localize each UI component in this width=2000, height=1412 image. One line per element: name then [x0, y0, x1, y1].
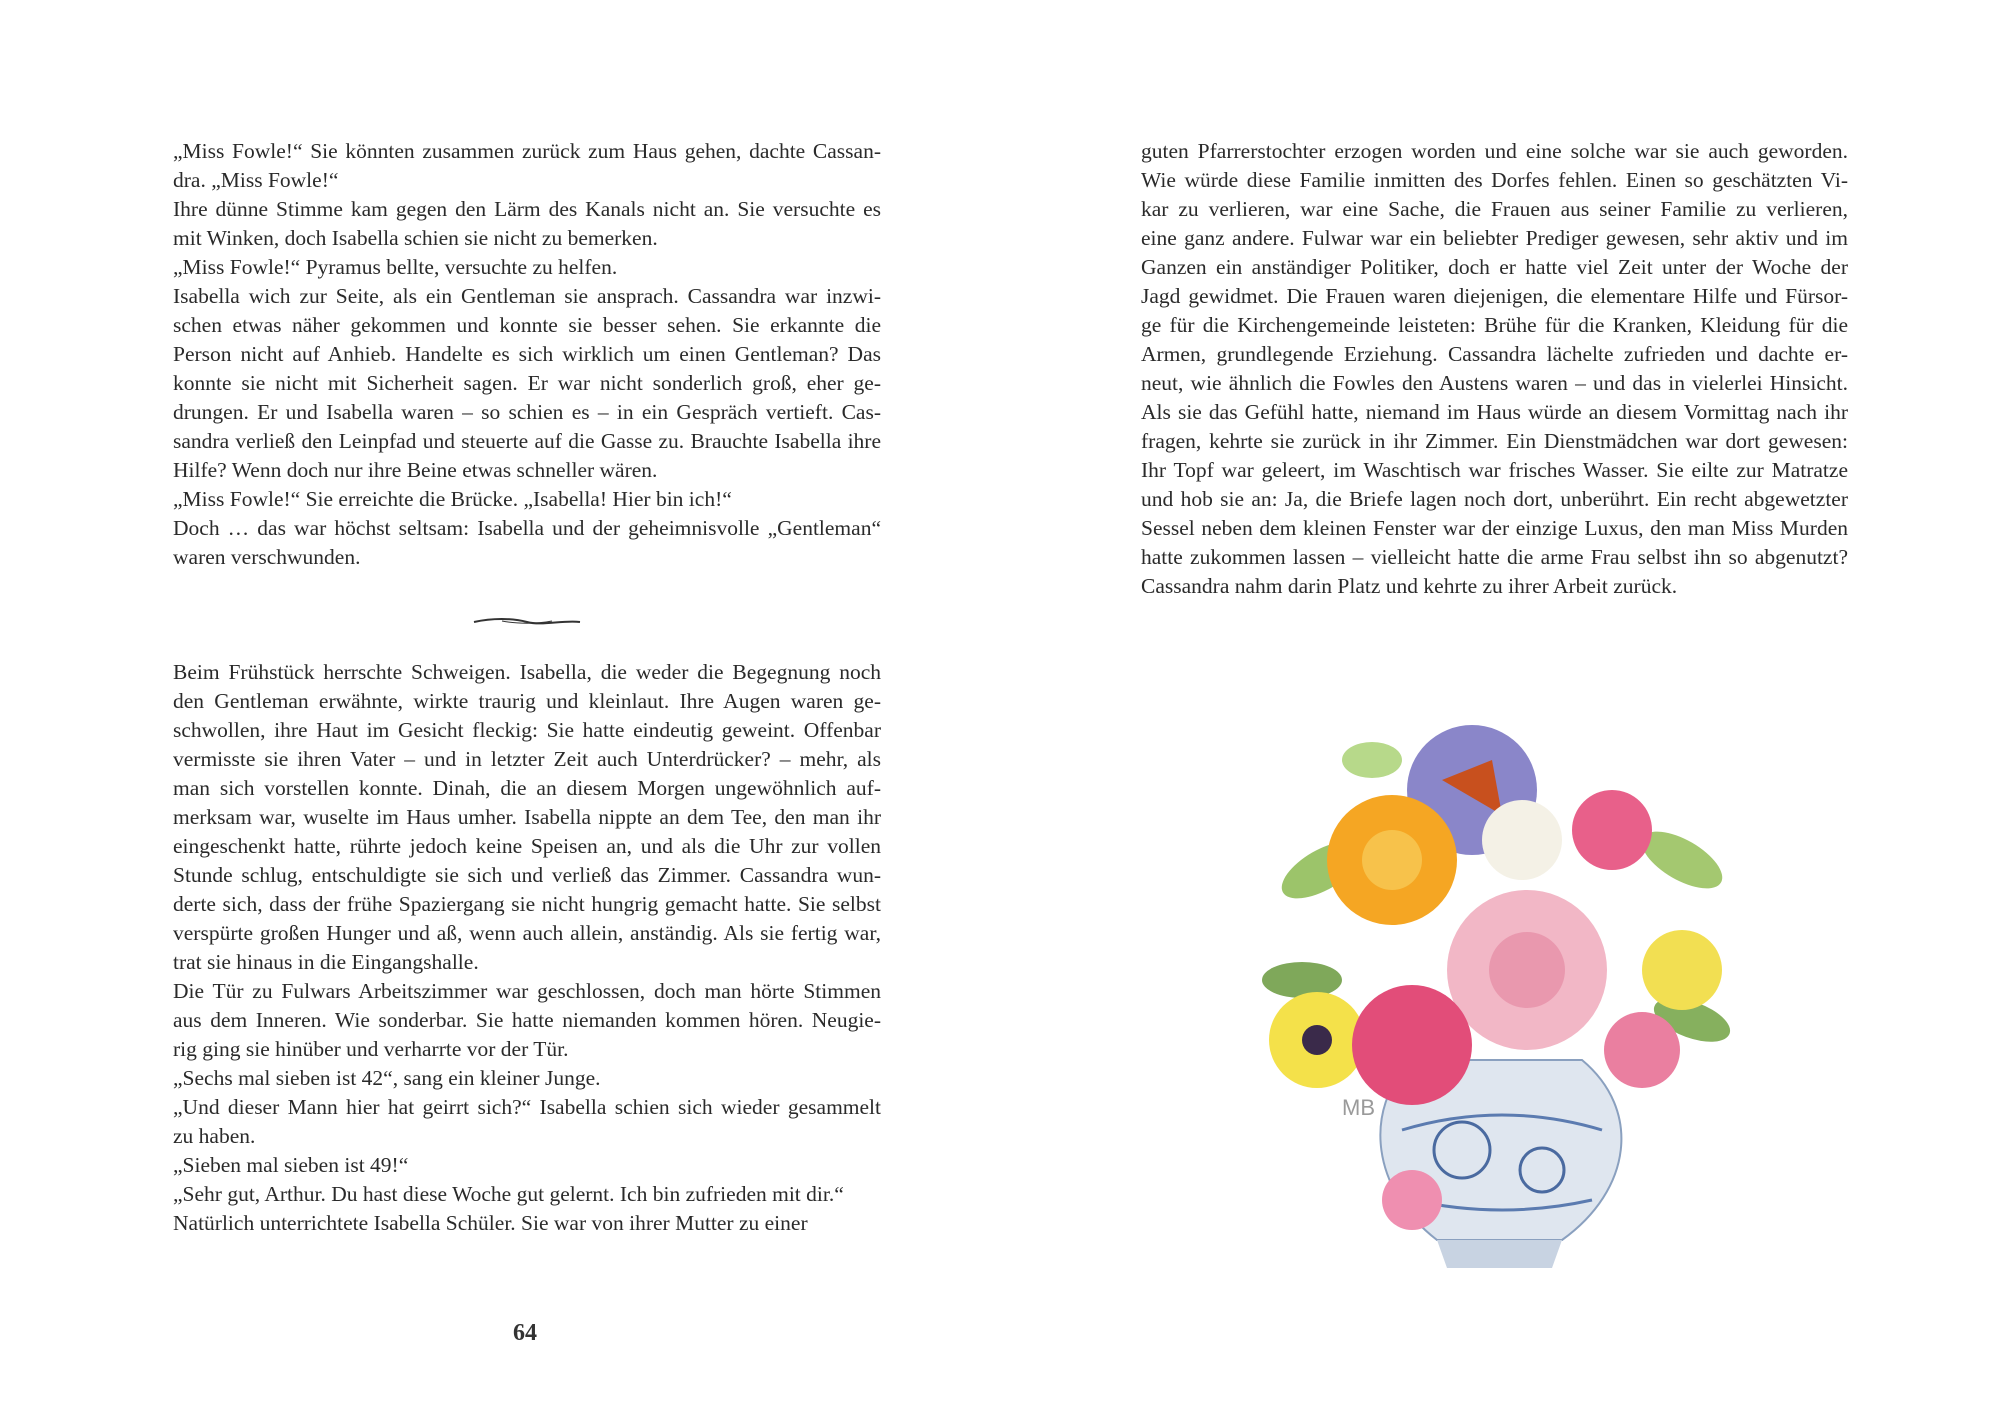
- text-line: dra. „Miss Fowle!“: [173, 168, 339, 192]
- white-lily: [1482, 800, 1562, 880]
- right-page-text: [1141, 137, 1848, 601]
- page-number: 64: [513, 1320, 537, 1346]
- text-line: fragen, kehrte sie zurück in ihr Zimmer. Ein Dienstmädchen war dort gewesen:: [1141, 429, 1848, 453]
- artist-signature: MB: [1342, 1095, 1375, 1120]
- pink-rose: [1572, 790, 1652, 870]
- text-line: Die Tür zu Fulwars Arbeitszimmer war geschlossen, doch man hörte Stimmen: [173, 979, 881, 1003]
- text-line: Isabella wich zur Seite, als ein Gentleman sie ansprach. Cassandra war inzwi-: [173, 284, 881, 308]
- text-line: Person nicht auf Anhieb. Handelte es sich wirklich um einen Gentleman? Das: [173, 342, 881, 366]
- text-line: Sessel neben dem kleinen Fenster war der einzige Luxus, den man Miss Murden: [1141, 516, 1848, 540]
- text-line: schwollen, ihre Haut im Gesicht fleckig: Sie hatte eindeutig geweint. Offenbar: [173, 718, 881, 742]
- text-line: Wie würde diese Familie inmitten des Dorfes fehlen. Einen so geschätzten Vi-: [1141, 168, 1848, 192]
- red-pink-rose: [1352, 985, 1472, 1105]
- text-line: eine ganz andere. Fulwar war ein beliebter Prediger gewesen, sehr aktiv und im: [1141, 226, 1848, 250]
- text-line: Hilfe? Wenn doch nur ihre Beine etwas schneller wären.: [173, 458, 658, 482]
- text-line: „Und dieser Mann hier hat geirrt sich?“ Isabella schien sich wieder gesammelt: [173, 1095, 881, 1119]
- text-line: guten Pfarrerstochter erzogen worden und eine solche war sie auch geworden.: [1141, 139, 1848, 163]
- flower-bouquet-illustration: [1262, 720, 1742, 1280]
- text-line: vermisste sie ihren Vater – und in letzter Zeit auch Unterdrücker? – mehr, als: [173, 747, 881, 771]
- pink-flower-right: [1604, 1012, 1680, 1088]
- text-line: zu haben.: [173, 1124, 256, 1148]
- text-line: Als sie das Gefühl hatte, niemand im Haus würde an diesem Vormittag nach ihr: [1141, 400, 1848, 424]
- text-line: rig ging sie hinüber und verharrte vor der Tür.: [173, 1037, 569, 1061]
- text-line: konnte sie nicht mit Sicherheit sagen. Er war nicht sonderlich groß, eher ge-: [173, 371, 881, 395]
- text-line: „Sieben mal sieben ist 49!“: [173, 1153, 409, 1177]
- text-line: trat sie hinaus in die Eingangshalle.: [173, 950, 479, 974]
- text-line: Armen, grundlegende Erziehung. Cassandra lächelte zufrieden und dachte er-: [1141, 342, 1848, 366]
- text-line: Beim Frühstück herrschte Schweigen. Isabella, die weder die Begegnung noch: [173, 660, 881, 684]
- left-page-text-section-2: [173, 658, 881, 1238]
- text-line: Stunde schlug, entschuldigte sie sich und verließ das Zimmer. Cassandra wun-: [173, 863, 881, 887]
- text-line: man sich vorstellen konnte. Dinah, die an diesem Morgen ungewöhnlich auf-: [173, 776, 881, 800]
- text-line: schen etwas näher gekommen und konnte sie besser sehen. Sie erkannte die: [173, 313, 881, 337]
- text-line: „Miss Fowle!“ Sie erreichte die Brücke. „Isabella! Hier bin ich!“: [173, 487, 732, 511]
- text-line: neut, wie ähnlich die Fowles den Austens waren – und das in vielerlei Hinsicht.: [1141, 371, 1848, 395]
- text-line: und hob sie an: Ja, die Briefe lagen noch dort, unberührt. Ein recht abgewetzter: [1141, 487, 1848, 511]
- yellow-pansy-right: [1642, 930, 1722, 1010]
- text-line: „Sehr gut, Arthur. Du hast diese Woche gut gelernt. Ich bin zufrieden mit dir.“: [173, 1182, 844, 1206]
- text-line: sandra verließ den Leinpfad und steuerte auf die Gasse zu. Brauchte Isabella ihre: [173, 429, 881, 453]
- text-line: eingeschenkt hatte, rührte jedoch keine Speisen an, und als die Uhr zur vollen: [173, 834, 881, 858]
- text-line: drungen. Er und Isabella waren – so schien es – in ein Gespräch vertieft. Cas-: [173, 400, 881, 424]
- pink-flower-bottom: [1382, 1170, 1442, 1230]
- text-line: waren verschwunden.: [173, 545, 361, 569]
- text-line: kar zu verlieren, war eine Sache, die Frauen aus seiner Familie zu verlieren,: [1141, 197, 1848, 221]
- text-line: „Sechs mal sieben ist 42“, sang ein kleiner Junge.: [173, 1066, 601, 1090]
- text-line: Cassandra nahm darin Platz und kehrte zu ihrer Arbeit zurück.: [1141, 574, 1678, 598]
- text-line: hatte zukommen lassen – vielleicht hatte die arme Frau selbst ihn so abgenutzt?: [1141, 545, 1848, 569]
- text-line: verspürte großen Hunger und aß, wenn auch allein, anständig. Als sie fertig war,: [173, 921, 881, 945]
- text-line: Doch … das war höchst seltsam: Isabella und der geheimnisvolle „Gentleman“: [173, 516, 881, 540]
- text-line: Natürlich unterrichtete Isabella Schüler. Sie war von ihrer Mutter zu einer: [173, 1211, 808, 1235]
- text-line: aus dem Inneren. Wie sonderbar. Sie hatte niemanden kommen hören. Neugie-: [173, 1008, 881, 1032]
- left-page-text-section-1: [173, 137, 881, 572]
- text-line: derte sich, dass der frühe Spaziergang sie nicht hungrig gemacht hatte. Sie selbst: [173, 892, 881, 916]
- text-line: Ganzen ein anständiger Politiker, doch er hatte viel Zeit unter der Woche der: [1141, 255, 1848, 279]
- text-line: Jagd gewidmet. Die Frauen waren diejenigen, die elementare Hilfe und Fürsor-: [1141, 284, 1848, 308]
- section-divider-ornament: [472, 612, 582, 632]
- text-line: Ihr Topf war geleert, im Waschtisch war frisches Wasser. Sie eilte zur Matratze: [1141, 458, 1848, 482]
- text-line: „Miss Fowle!“ Sie könnten zusammen zurück zum Haus gehen, dachte Cassan-: [173, 139, 881, 163]
- text-line: „Miss Fowle!“ Pyramus bellte, versuchte zu helfen.: [173, 255, 618, 279]
- text-line: mit Winken, doch Isabella schien sie nicht zu bemerken.: [173, 226, 658, 250]
- text-line: den Gentleman erwähnte, wirkte traurig und kleinlaut. Ihre Augen waren ge-: [173, 689, 881, 713]
- text-line: Ihre dünne Stimme kam gegen den Lärm des Kanals nicht an. Sie versuchte es: [173, 197, 881, 221]
- text-line: ge für die Kirchengemeinde leisteten: Brühe für die Kranken, Kleidung für die: [1141, 313, 1848, 337]
- text-line: merksam war, wuselte im Haus umher. Isabella nippte an dem Tee, den man ihr: [173, 805, 881, 829]
